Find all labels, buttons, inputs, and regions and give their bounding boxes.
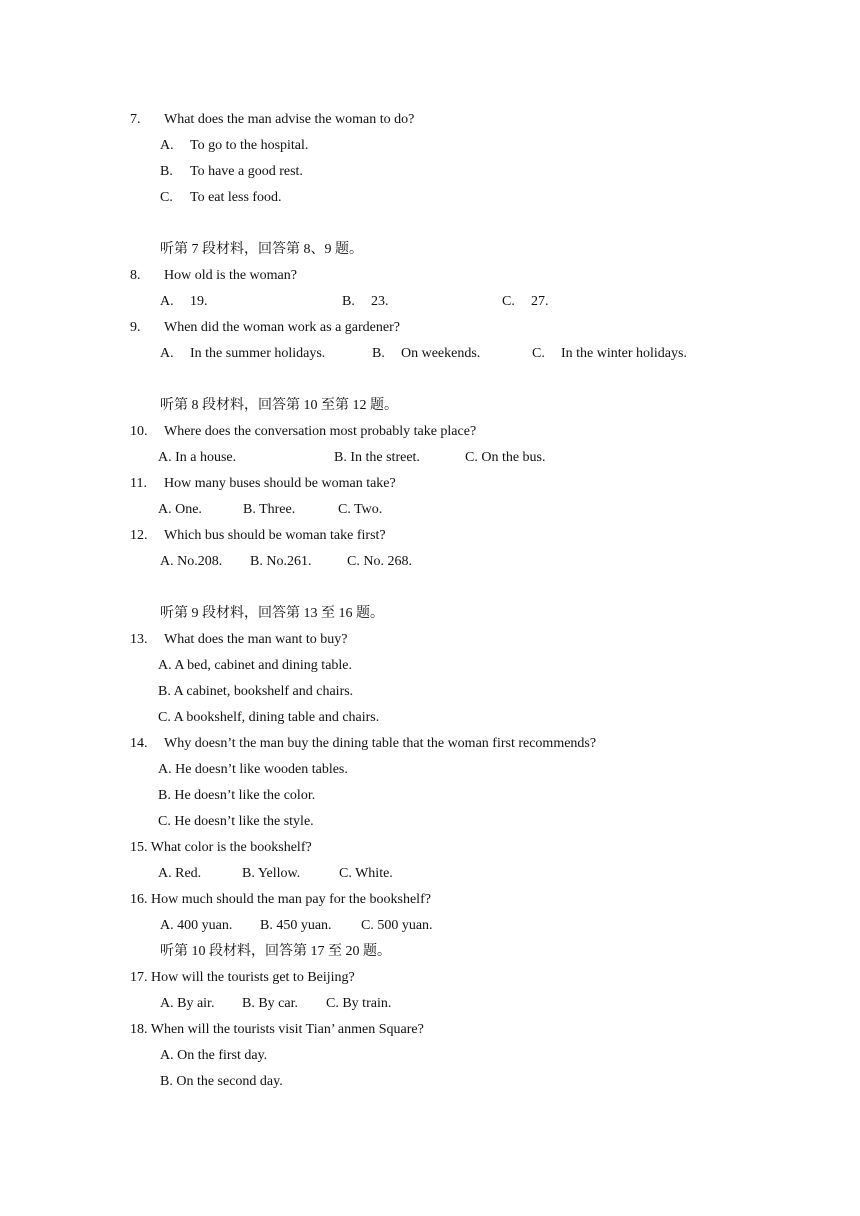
text-segment: When did the woman work as a gardener? [164, 320, 400, 335]
text-segment: 27. [531, 294, 549, 309]
text-segment: C. No. 268. [347, 554, 412, 569]
text-segment: 14. [130, 736, 148, 751]
text-segment: A. One. [158, 502, 202, 517]
text-segment: B. [160, 164, 173, 179]
text-segment: A. By air. [160, 996, 215, 1011]
text-segment: C. 500 yuan. [361, 918, 433, 933]
text-segment: B. On the second day. [160, 1074, 283, 1089]
text-segment: A. On the first day. [160, 1048, 268, 1063]
text-segment: In the winter holidays. [561, 346, 687, 361]
text-segment: A. A bed, cabinet and dining table. [158, 658, 353, 673]
text-segment: 17. How will the tourists get to Beijing? [130, 970, 355, 985]
text-segment: Where does the conversation most probably take place? [164, 424, 477, 439]
text-segment: A. [160, 138, 174, 153]
text-segment: 7. [130, 112, 141, 127]
text-segment: 13. [130, 632, 148, 647]
text-segment: What does the man advise the woman to do? [164, 112, 415, 127]
text-segment: C. [532, 346, 545, 361]
text-segment: B. [372, 346, 385, 361]
text-segment: To eat less food. [190, 190, 282, 205]
text-segment: C. By train. [326, 996, 392, 1011]
text-segment: In the summer holidays. [190, 346, 326, 361]
text-segment: B. [342, 294, 355, 309]
text-segment: 9. [130, 320, 141, 335]
text-segment: B. By car. [242, 996, 298, 1011]
text-segment: A. 400 yuan. [160, 918, 233, 933]
text-segment: A. [160, 346, 174, 361]
text-segment: 11. [130, 476, 147, 491]
text-segment: 18. When will the tourists visit Tian’ anmen Square? [130, 1022, 424, 1037]
text-segment: B. 450 yuan. [260, 918, 332, 933]
text-segment: B. Three. [243, 502, 296, 517]
text-segment: Why doesn’t the man buy the dining table that the woman first recommends? [164, 736, 597, 751]
text-segment: 23. [371, 294, 389, 309]
text-segment: C. A bookshelf, dining table and chairs. [158, 710, 380, 725]
text-segment: How old is the woman? [164, 268, 297, 283]
text-segment: 15. What color is the bookshelf? [130, 840, 312, 855]
text-segment: C. On the bus. [465, 450, 546, 465]
text-segment: C. Two. [338, 502, 383, 517]
text-segment: 8. [130, 268, 141, 283]
text-segment: 听第 10 段材料，回答第 17 至 20 题。 [160, 944, 391, 959]
text-segment: A. No.208. [160, 554, 223, 569]
text-segment: C. He doesn’t like the style. [158, 814, 314, 829]
text-segment: C. White. [339, 866, 393, 881]
text-segment: C. [502, 294, 515, 309]
text-segment: C. [160, 190, 173, 205]
text-segment: A. In a house. [158, 450, 237, 465]
text-segment: A. He doesn’t like wooden tables. [158, 762, 348, 777]
text-segment: 听第 8 段材料，回答第 10 至第 12 题。 [160, 398, 398, 413]
text-segment: 19. [190, 294, 208, 309]
text-segment: 听第 9 段材料，回答第 13 至 16 题。 [160, 606, 384, 621]
text-segment: 听第 7 段材料，回答第 8、9 题。 [160, 242, 363, 257]
text-segment: A. Red. [158, 866, 202, 881]
text-segment: 10. [130, 424, 148, 439]
text-segment: What does the man want to buy? [164, 632, 348, 647]
text-segment: A. [160, 294, 174, 309]
text-segment: 12. [130, 528, 148, 543]
text-segment: On weekends. [401, 346, 481, 361]
text-segment: B. A cabinet, bookshelf and chairs. [158, 684, 354, 699]
text-segment: B. He doesn’t like the color. [158, 788, 316, 803]
text-segment: To go to the hospital. [190, 138, 309, 153]
text-segment: Which bus should be woman take first? [164, 528, 386, 543]
text-segment: To have a good rest. [190, 164, 303, 179]
text-segment: B. In the street. [334, 450, 420, 465]
text-segment: How many buses should be woman take? [164, 476, 396, 491]
text-segment: B. Yellow. [242, 866, 301, 881]
text-segment: B. No.261. [250, 554, 312, 569]
text-segment: 16. How much should the man pay for the bookshelf? [130, 892, 431, 907]
